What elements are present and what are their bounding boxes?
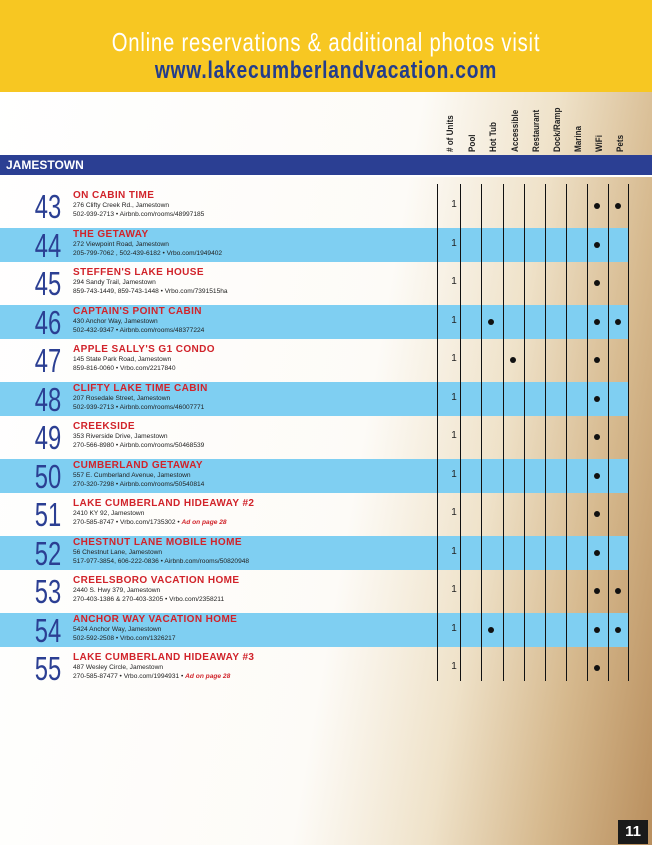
listing-contact [73, 211, 204, 218]
table-row [0, 574, 628, 608]
header-banner [0, 0, 652, 92]
grid-line [524, 184, 525, 681]
listing-address: 207 Rosedale Street, Jamestown [73, 395, 171, 402]
column-header [507, 100, 529, 152]
table-row [0, 651, 628, 685]
units-count: 1 [451, 584, 457, 595]
wifi-indicator [594, 203, 600, 209]
wifi-indicator [594, 627, 600, 633]
listing-number: 55 [34, 650, 62, 687]
wifi-indicator [594, 434, 600, 440]
listing-address: 272 Viewpoint Road, Jamestown [73, 241, 169, 248]
wifi-indicator [594, 665, 600, 671]
listing-address: 145 State Park Road, Jamestown [73, 356, 172, 363]
listing-contact [73, 442, 204, 449]
wifi-indicator [594, 280, 600, 286]
ad-reference: Ad on page 28 [181, 519, 227, 526]
listing-name: CREELSBORO VACATION HOME [73, 575, 240, 586]
listing-name: APPLE SALLY'S G1 CONDO [73, 344, 215, 355]
column-header-label: Marina [573, 125, 584, 152]
listing-contact [73, 327, 204, 334]
listing-contact-text[interactable]: 205-799-7062 , 502-439-6182 • Vrbo.com/1949402 [73, 250, 223, 257]
table-row [0, 613, 628, 647]
table-row [0, 189, 628, 223]
listing-number: 46 [34, 304, 62, 341]
grid-line [481, 184, 482, 681]
wifi-indicator [594, 550, 600, 556]
units-count: 1 [451, 353, 457, 364]
listing-contact [73, 519, 227, 526]
units-count: 1 [451, 315, 457, 326]
column-header-label: Pets [615, 134, 626, 152]
table-row [0, 343, 628, 377]
grid-line [460, 184, 461, 681]
units-count: 1 [451, 546, 457, 557]
listing-number: 50 [34, 458, 62, 495]
listing-name: ON CABIN TIME [73, 190, 155, 201]
column-header [612, 100, 634, 152]
table-row [0, 459, 628, 493]
units-count: 1 [451, 623, 457, 634]
listing-contact [73, 558, 249, 565]
listing-number: 54 [34, 612, 62, 649]
units-count: 1 [451, 238, 457, 249]
listing-name: CAPTAIN'S POINT CABIN [73, 306, 202, 317]
listing-name: LAKE CUMBERLAND HIDEAWAY #2 [73, 498, 255, 509]
units-count: 1 [451, 469, 457, 480]
listing-contact [73, 673, 230, 680]
grid-line [566, 184, 567, 681]
listing-number: 48 [34, 381, 62, 418]
grid-line [545, 184, 546, 681]
listing-address: 56 Chestnut Lane, Jamestown [73, 549, 163, 556]
listing-name: THE GETAWAY [73, 229, 149, 240]
wifi-indicator [594, 396, 600, 402]
grid-line [437, 184, 438, 681]
listing-number: 53 [34, 573, 62, 610]
column-header-label: Pool [467, 134, 478, 152]
listing-contact-text[interactable]: 517-977-3854, 606-222-0836 • Airbnb.com/rooms/50820948 [73, 558, 250, 565]
listing-contact-text[interactable]: 270-403-1386 & 270-403-3205 • Vrbo.com/2358211 [73, 596, 225, 603]
listing-contact [73, 288, 228, 295]
listing-name: ANCHOR WAY VACATION HOME [73, 614, 238, 625]
hot-tub-indicator [488, 627, 494, 633]
listing-contact-text[interactable]: 502-432-9347 • Airbnb.com/rooms/48377224 [73, 327, 205, 334]
pets-indicator [615, 627, 621, 633]
grid-line [608, 184, 609, 681]
units-count: 1 [451, 276, 457, 287]
column-header [570, 100, 592, 152]
column-header-label: Dock/Ramp [552, 107, 563, 152]
listing-contact-text[interactable]: 270-566-8980 • Airbnb.com/rooms/50468539 [73, 442, 205, 449]
listing-contact-text[interactable]: 270-320-7298 • Airbnb.com/rooms/50540814 [73, 481, 205, 488]
column-header [442, 100, 464, 152]
column-header-label: Restaurant [531, 109, 542, 152]
listing-contact-text[interactable]: 859-743-1449, 859-743-1448 • Vrbo.com/7391515ha [73, 288, 228, 295]
listing-address: 2410 KY 92, Jamestown [73, 510, 145, 517]
column-header [549, 100, 571, 152]
units-count: 1 [451, 507, 457, 518]
listing-address: 487 Wesley Circle, Jamestown [73, 664, 164, 671]
column-header-label: WiFi [594, 135, 605, 152]
listing-contact-text[interactable]: 502-939-2713 • Airbnb.com/rooms/46007771 [73, 404, 205, 411]
pets-indicator [615, 203, 621, 209]
listing-contact [73, 250, 222, 257]
listing-address: 276 Clifty Creek Rd., Jamestown [73, 202, 170, 209]
listing-address: 2440 S. Hwy 379, Jamestown [73, 587, 161, 594]
listing-contact-text[interactable]: 502-939-2713 • Airbnb.com/rooms/48997185 [73, 211, 205, 218]
listing-number: 45 [34, 265, 62, 302]
units-count: 1 [451, 199, 457, 210]
listing-address: 294 Sandy Trail, Jamestown [73, 279, 156, 286]
website-link[interactable]: www.lakecumberlandvacation.com [154, 57, 498, 84]
table-row [0, 420, 628, 454]
column-header [464, 100, 486, 152]
units-count: 1 [451, 392, 457, 403]
grid-line [587, 184, 588, 681]
listing-name: LAKE CUMBERLAND HIDEAWAY #3 [73, 652, 255, 663]
ad-reference: Ad on page 28 [185, 673, 231, 680]
listing-name: STEFFEN'S LAKE HOUSE [73, 267, 204, 278]
units-count: 1 [451, 661, 457, 672]
pets-indicator [615, 319, 621, 325]
listing-contact [73, 404, 204, 411]
listing-address: 430 Anchor Way, Jamestown [73, 318, 158, 325]
table-row [0, 228, 628, 262]
listing-contact [73, 365, 176, 372]
listing-address: 5424 Anchor Way, Jamestown [73, 626, 162, 633]
listing-contact-text[interactable]: 270-585-87477 • Vrbo.com/1994931 • [73, 673, 184, 680]
section-header [0, 155, 652, 177]
table-row [0, 536, 628, 570]
wifi-indicator [594, 319, 600, 325]
table-row [0, 497, 628, 531]
hot-tub-indicator [488, 319, 494, 325]
listing-name: CREEKSIDE [73, 421, 135, 432]
column-header [485, 100, 507, 152]
listing-number: 47 [34, 342, 62, 379]
listing-contact [73, 635, 176, 642]
column-header [591, 100, 613, 152]
section-title: JAMESTOWN [6, 158, 84, 172]
table-row [0, 266, 628, 300]
listing-address: 557 E. Cumberland Avenue, Jamestown [73, 472, 191, 479]
listing-contact-text[interactable]: 859-816-0060 • Vrbo.com/2217840 [73, 365, 176, 372]
wifi-indicator [594, 588, 600, 594]
column-header-label: # of Units [445, 115, 456, 152]
listing-contact [73, 596, 224, 603]
banner-tagline: Online reservations & additional photos visit [111, 27, 541, 57]
wifi-indicator [594, 473, 600, 479]
listing-name: CLIFTY LAKE TIME CABIN [73, 383, 208, 394]
listing-contact [73, 481, 204, 488]
column-header [528, 100, 550, 152]
pets-indicator [615, 588, 621, 594]
column-header-label: Hot Tub [488, 122, 499, 152]
grid-line [628, 184, 629, 681]
listing-address: 353 Riverside Drive, Jamestown [73, 433, 168, 440]
listing-number: 52 [34, 535, 62, 572]
table-row [0, 382, 628, 416]
listing-number: 43 [34, 188, 62, 225]
table-row [0, 305, 628, 339]
listing-number: 51 [34, 496, 62, 533]
grid-line [503, 184, 504, 681]
listing-number: 49 [34, 419, 62, 456]
column-header-label: Accessible [510, 109, 521, 152]
wifi-indicator [594, 357, 600, 363]
listing-contact-text[interactable]: 270-585-8747 • Vrbo.com/1735302 • [73, 519, 180, 526]
listing-number: 44 [34, 227, 62, 264]
page-number: 11 [618, 820, 648, 844]
wifi-indicator [594, 511, 600, 517]
units-count: 1 [451, 430, 457, 441]
listing-name: CHESTNUT LANE MOBILE HOME [73, 537, 242, 548]
wifi-indicator [594, 242, 600, 248]
listing-contact-text[interactable]: 502-592-2508 • Vrbo.com/1326217 [73, 635, 176, 642]
listing-name: CUMBERLAND GETAWAY [73, 460, 203, 471]
restaurant-indicator [510, 357, 516, 363]
